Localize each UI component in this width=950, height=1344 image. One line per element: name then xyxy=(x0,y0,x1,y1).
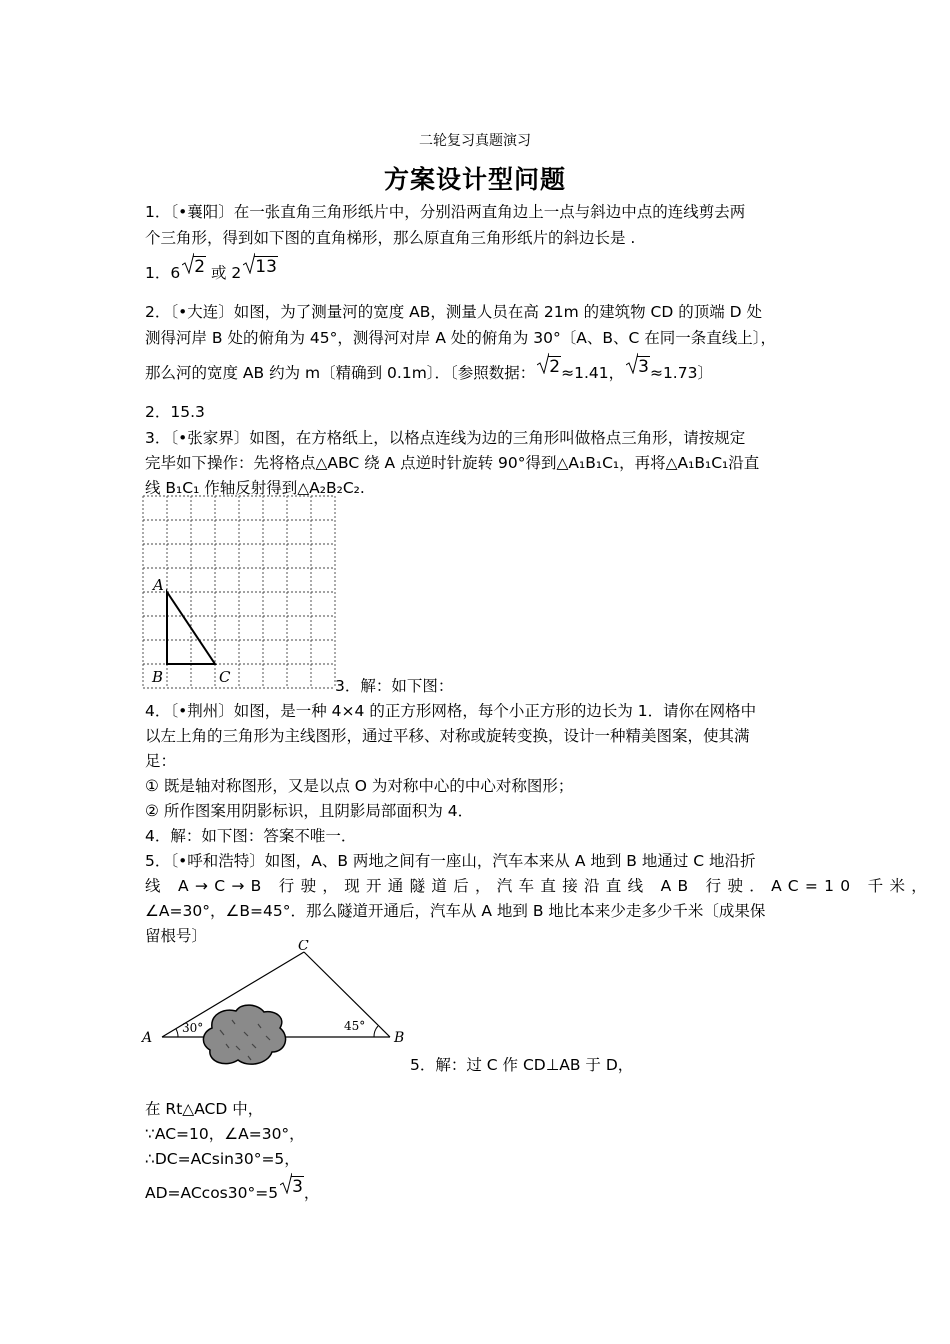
q2-line-3-text-a: 那么河的宽度 AB 约为 m〔精确到 0.1m〕．〔参照数据： xyxy=(145,364,536,382)
q4-answer: 4．解：如下图：答案不唯一． xyxy=(145,827,357,845)
q1-radicand-2: 13 xyxy=(255,257,277,277)
q2-answer: 2．15.3 xyxy=(145,403,205,421)
q1-line-1: 1．〔•襄阳〕在一张直角三角形纸片中，分别沿两直角边上一点与斜边中点的连线剪去两 xyxy=(145,203,746,221)
angle-a-label: 30° xyxy=(182,1021,204,1035)
label-c: C xyxy=(298,940,309,954)
q2-line-3-text-b: ≈1.41， xyxy=(561,364,625,382)
q5-solution-2: ∵AC=10，∠A=30°， xyxy=(145,1125,305,1143)
q5-solution-1: 在 Rt△ACD 中， xyxy=(145,1100,264,1118)
q5-mountain-figure xyxy=(140,940,410,1070)
q5-solution-4-text-a: AD=ACcos30°=5 xyxy=(145,1184,279,1202)
q3-grid-figure xyxy=(141,494,337,690)
doc-subtitle: 二轮复习真题演习 xyxy=(419,133,531,149)
q1-radicand-1: 2 xyxy=(194,257,206,277)
label-b: B xyxy=(152,668,164,686)
q3-line-2: 完毕如下操作：先将格点△ABC 绕 A 点逆时针旋转 90°得到△A₁B₁C₁，再将△A₁B₁C₁沿直 xyxy=(145,454,760,472)
q1-line-2: 个三角形，得到如下图的直角梯形，那么原直角三角形纸片的斜边长是 . xyxy=(145,229,636,247)
q5-radicand: 3 xyxy=(292,1177,303,1197)
q5-solution-4 xyxy=(145,1177,320,1203)
q5-line-2: 线 A→C→B 行驶，现开通隧道后，汽车直接沿直线 AB 行驶．AC=10 千米， xyxy=(145,877,934,895)
q5-line-3: ∠A=30°，∠B=45°．那么隧道开通后，汽车从 A 地到 B 地比本来少走多少千米〔成果保 xyxy=(145,902,766,920)
label-a: A xyxy=(153,576,164,594)
q3-answer: 3．解：如下图： xyxy=(335,677,454,695)
q2-line-3 xyxy=(145,357,713,383)
sqrt-3-expression xyxy=(626,357,650,383)
q4-condition-1: ① 既是轴对称图形，又是以点 O 为对称中心的中心对称图形； xyxy=(145,777,574,795)
q5-solution-3: ∴DC=ACsin30°=5， xyxy=(145,1150,300,1168)
q2-line-3-text-c: ≈1.73〕 xyxy=(649,364,713,382)
q5-solution-4-text-b: ， xyxy=(303,1184,320,1202)
q2-radicand-b: 3 xyxy=(638,357,649,377)
doc-title: 方案设计型问题 xyxy=(383,165,566,194)
label-a: A xyxy=(142,1030,153,1046)
q5-answer: 5．解：过 C 作 CD⊥AB 于 D， xyxy=(410,1056,634,1074)
angle-b-label: 45° xyxy=(344,1019,366,1033)
q5-line-1: 5．〔•呼和浩特〕如图，A、B 两地之间有一座山，汽车本来从 A 地到 B 地通过 C 地沿折 xyxy=(145,852,756,870)
label-b: B xyxy=(394,1030,405,1046)
mountain-shape xyxy=(203,1005,285,1064)
q2-line-1: 2．〔•大连〕如图，为了测量河的宽度 AB，测量人员在高 21m 的建筑物 CD 的顶端 D 处 xyxy=(145,303,762,321)
q4-line-2: 以左上角的三角形为主线图形，通过平移、对称或旋转变换，设计一种精美图案，使其满 xyxy=(145,727,750,745)
q1-answer-or: 或 2 xyxy=(211,264,242,282)
sqrt-2-expression xyxy=(537,357,561,383)
sqrt-13-expression xyxy=(243,257,278,283)
q4-line-3: 足： xyxy=(145,752,177,770)
sqrt-3-expression xyxy=(280,1177,304,1203)
q4-line-1: 4．〔•荆州〕如图，是一种 4×4 的正方形网格，每个小正方形的边长为 1．请你在网格中 xyxy=(145,702,757,720)
q1-answer-prefix: 1．6 xyxy=(145,264,181,282)
q3-line-3: 线 B₁C₁ 作轴反射得到△A₂B₂C₂. xyxy=(145,479,365,497)
sqrt-2-expression xyxy=(182,257,206,283)
q2-radicand-a: 2 xyxy=(549,357,561,377)
q1-answer xyxy=(145,257,278,283)
q4-condition-2: ② 所作图案用阴影标识，且阴影局部面积为 4． xyxy=(145,802,474,820)
label-c: C xyxy=(219,668,231,686)
q3-line-1: 3．〔•张家界〕如图，在方格纸上，以格点连线为边的三角形叫做格点三角形，请按规定 xyxy=(145,429,746,447)
q5-line-4: 留根号〕 xyxy=(145,927,208,945)
q2-line-2: 测得河岸 B 处的俯角为 45°，测得河对岸 A 处的俯角为 30°〔A、B、C 在同一条直线上〕， xyxy=(145,329,776,347)
